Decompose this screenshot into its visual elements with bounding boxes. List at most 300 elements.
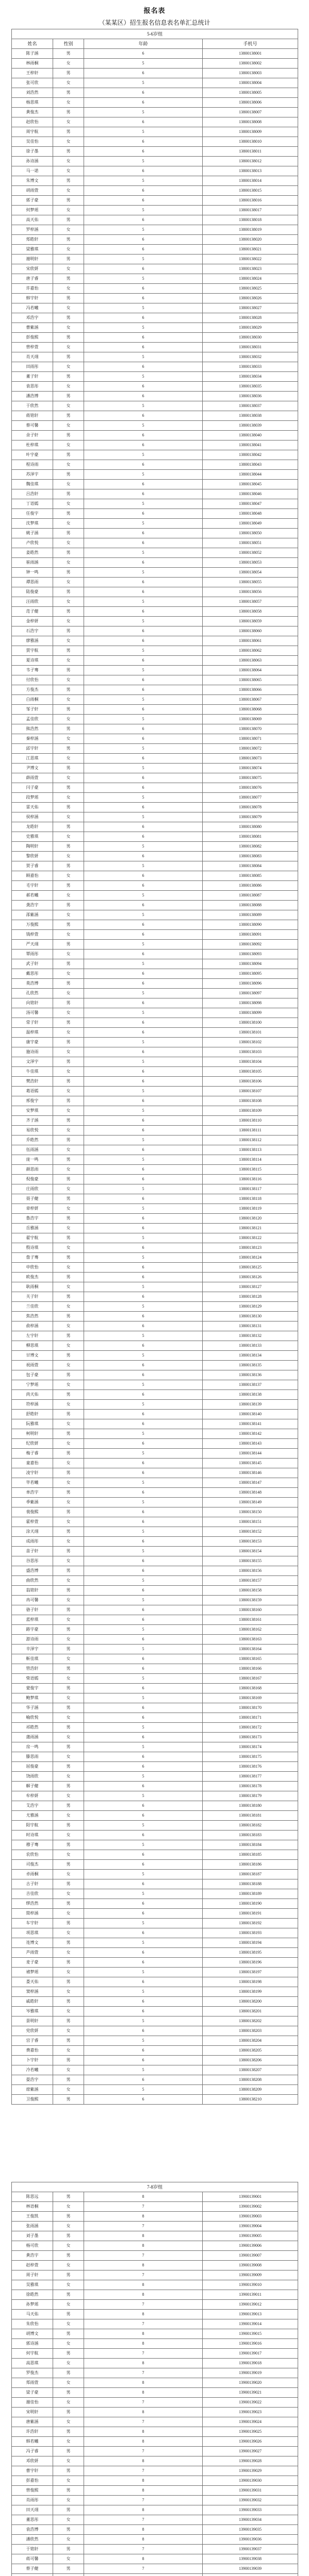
cell-gender: 男 (53, 88, 84, 98)
cell-gender: 女 (53, 1674, 84, 1684)
table-row (12, 998, 298, 1008)
cell-name: 申欣怡 (12, 1263, 53, 1273)
cell-gender: 男 (53, 1899, 84, 1909)
cell-age: 6 (84, 1850, 203, 1860)
cell-age: 5 (84, 1136, 203, 1145)
cell-age: 6 (84, 460, 203, 470)
table-row (12, 2026, 298, 2036)
cell-age: 6 (84, 773, 203, 783)
cell-age: 6 (84, 636, 203, 646)
cell-age: 6 (84, 1811, 203, 1821)
cell-gender: 女 (53, 1165, 84, 1175)
cell-gender: 女 (53, 382, 84, 392)
table-row (12, 1772, 298, 1782)
cell-phone: 13800138109 (203, 1106, 298, 1116)
table-row (12, 2016, 298, 2026)
table-row (12, 2222, 298, 2231)
cell-phone: 13800138078 (203, 803, 298, 812)
cell-age: 5 (84, 1987, 203, 1997)
cell-phone: 13800138150 (203, 1507, 298, 1517)
table-row (12, 235, 298, 245)
cell-name: 谷思彤 (12, 1556, 53, 1566)
cell-name: 朱欣怡 (12, 2319, 53, 2329)
cell-phone: 13800138209 (203, 2085, 298, 2095)
table-row (12, 1507, 298, 1517)
cell-gender: 女 (53, 1321, 84, 1331)
cell-phone: 13900139004 (203, 2222, 298, 2231)
cell-phone: 13800138200 (203, 1997, 298, 2007)
cell-age: 5 (84, 1870, 203, 1879)
cell-name: 白雨桐 (12, 695, 53, 705)
cell-name: 廖雅涵 (12, 636, 53, 646)
table-row (12, 891, 298, 901)
cell-name: 郝若曦 (12, 891, 53, 901)
cell-phone: 13900139039 (203, 2564, 298, 2574)
cell-gender: 男 (53, 1096, 84, 1106)
cell-age: 8 (84, 2359, 203, 2368)
table-row (12, 2486, 298, 2496)
cell-gender: 男 (53, 1253, 84, 1263)
cell-gender: 女 (53, 695, 84, 705)
table-row (12, 1028, 298, 1038)
cell-age: 5 (84, 59, 203, 69)
table-row (12, 108, 298, 117)
cell-name: 唐紫涵 (12, 2417, 53, 2427)
cell-name: 肖天翊 (12, 352, 53, 362)
cell-age: 6 (84, 920, 203, 930)
cell-phone: 13800138065 (203, 675, 298, 685)
table-row (12, 1664, 298, 1674)
cell-phone: 13900139015 (203, 2329, 298, 2339)
cell-phone: 13900139017 (203, 2349, 298, 2359)
cell-gender: 男 (53, 1860, 84, 1870)
cell-name: 胡雨萱 (12, 186, 53, 196)
cell-phone: 13800138207 (203, 2065, 298, 2075)
cell-gender: 女 (53, 1811, 84, 1821)
cell-name: 祁皓然 (12, 1723, 53, 1733)
cell-gender: 男 (53, 1273, 84, 1282)
cell-age: 5 (84, 401, 203, 411)
cell-phone: 13800138042 (203, 450, 298, 460)
cell-age: 5 (84, 519, 203, 529)
cell-phone: 13900139028 (203, 2456, 298, 2466)
cell-age: 8 (84, 2388, 203, 2398)
table-row (12, 352, 298, 362)
cell-gender: 女 (53, 1361, 84, 1370)
cell-gender: 男 (53, 803, 84, 812)
table-row (12, 215, 298, 225)
cell-gender: 女 (53, 1106, 84, 1116)
cell-phone: 13800138083 (203, 852, 298, 861)
cell-phone: 13800138120 (203, 1214, 298, 1224)
table-row (12, 724, 298, 734)
cell-age: 5 (84, 1821, 203, 1831)
cell-name: 程诗雨 (12, 460, 53, 470)
cell-phone: 13800138097 (203, 989, 298, 998)
table-row (12, 1204, 298, 1214)
cell-name: 毕若曦 (12, 1478, 53, 1488)
table-row (12, 1126, 298, 1136)
table-row (12, 1184, 298, 1194)
cell-phone: 13800138116 (203, 1175, 298, 1184)
table-row (12, 1831, 298, 1840)
cell-gender: 男 (53, 1566, 84, 1576)
cell-phone: 13800138166 (203, 1664, 298, 1674)
cell-age: 6 (84, 1654, 203, 1664)
cell-age: 5 (84, 940, 203, 950)
cell-age: 5 (84, 1742, 203, 1752)
cell-gender: 男 (53, 1410, 84, 1419)
cell-age: 6 (84, 1899, 203, 1909)
cell-gender: 女 (53, 950, 84, 959)
cell-phone: 13800138105 (203, 1067, 298, 1077)
cell-phone: 13800138003 (203, 69, 298, 78)
table-row (12, 705, 298, 715)
cell-gender: 女 (53, 989, 84, 998)
cell-phone: 13800138138 (203, 1390, 298, 1400)
table-row (12, 1116, 298, 1126)
table-row (12, 2574, 298, 2576)
cell-name: 汤可馨 (12, 1008, 53, 1018)
cell-age: 7 (84, 2251, 203, 2261)
cell-name: 梅子睿 (12, 1449, 53, 1459)
cell-age (84, 2574, 203, 2576)
cell-age: 5 (84, 568, 203, 578)
cell-gender: 女 (53, 206, 84, 215)
table-row (12, 783, 298, 793)
cell-age: 6 (84, 1214, 203, 1224)
cell-phone: 13900139036 (203, 2535, 298, 2545)
table-row (12, 49, 298, 59)
table-row (12, 2241, 298, 2251)
cell-name: 范子健 (12, 607, 53, 617)
table-row (12, 1693, 298, 1703)
cell-gender: 男 (53, 215, 84, 225)
cell-name: 叶宇豪 (12, 450, 53, 460)
cell-gender: 男 (53, 2329, 84, 2339)
table-row (12, 2261, 298, 2270)
table-row (12, 1214, 298, 1224)
cell-name: 董子轩 (12, 372, 53, 382)
cell-phone: 13800138023 (203, 264, 298, 274)
cell-name: 解子健 (12, 1782, 53, 1791)
cell-gender: 女 (53, 1556, 84, 1566)
cell-phone: 13800138079 (203, 812, 298, 822)
cell-age: 6 (84, 1909, 203, 1919)
cell-gender: 男 (53, 2016, 84, 2026)
cell-gender: 男 (53, 352, 84, 362)
cell-age: 6 (84, 343, 203, 352)
cell-age: 5 (84, 1919, 203, 1928)
cell-name: 连博文 (12, 1938, 53, 1948)
cell-gender: 男 (53, 1840, 84, 1850)
cell-phone: 13800138140 (203, 1410, 298, 1419)
cell-gender: 男 (53, 646, 84, 656)
cell-name: 单浩宇 (12, 1488, 53, 1498)
cell-name: 岳雅涵 (12, 1224, 53, 1233)
cell-phone: 13800138195 (203, 1948, 298, 1958)
cell-name: 宫子睿 (12, 2036, 53, 2046)
cell-age: 6 (84, 1419, 203, 1429)
cell-name: 梁雅琪 (12, 245, 53, 255)
cell-name: 卜宇轩 (12, 2056, 53, 2065)
cell-age: 8 (84, 2554, 203, 2564)
cell-gender: 女 (53, 1087, 84, 1096)
cell-name: 钟一鸣 (12, 568, 53, 578)
table-row (12, 1351, 298, 1361)
cell-phone: 13800138059 (203, 617, 298, 626)
cell-phone: 13800138084 (203, 861, 298, 871)
cell-phone: 13800138149 (203, 1498, 298, 1507)
cell-age: 6 (84, 1175, 203, 1184)
table-row (12, 1165, 298, 1175)
cell-gender: 男 (53, 1723, 84, 1733)
table-row (12, 1321, 298, 1331)
cell-gender: 女 (53, 558, 84, 568)
cell-age: 6 (84, 969, 203, 979)
cell-name: 袁浩博 (12, 2525, 53, 2535)
cell-gender: 女 (53, 1909, 84, 1919)
cell-age: 8 (84, 2212, 203, 2222)
cell-gender: 男 (53, 1018, 84, 1028)
table-row (12, 1087, 298, 1096)
cell-name: 缪浩然 (12, 1899, 53, 1909)
table-row (12, 822, 298, 832)
cell-age: 5 (84, 1233, 203, 1243)
cell-phone: 13800138174 (203, 1742, 298, 1752)
cell-phone: 13800138191 (203, 1909, 298, 1919)
cell-gender: 男 (53, 1977, 84, 1987)
table-row (12, 1145, 298, 1155)
cell-age: 6 (84, 675, 203, 685)
table-row (12, 871, 298, 881)
cell-gender: 男 (53, 1194, 84, 1204)
table-row (12, 1096, 298, 1106)
cell-name: 涂天翊 (12, 1527, 53, 1537)
cell-phone: 13800138110 (203, 1116, 298, 1126)
cell-gender: 男 (53, 1919, 84, 1928)
cell-age: 5 (84, 127, 203, 137)
table-row (12, 920, 298, 930)
cell-name: 俞梓涵 (12, 1321, 53, 1331)
table-row (12, 1478, 298, 1488)
cell-gender: 女 (53, 1439, 84, 1449)
cell-name: 文泽宇 (12, 1057, 53, 1067)
cell-gender: 男 (53, 979, 84, 989)
cell-name: 冷若曦 (12, 2065, 53, 2075)
cell-age: 6 (84, 294, 203, 303)
cell-phone: 13800138048 (203, 509, 298, 519)
cell-gender: 男 (53, 548, 84, 558)
cell-phone: 13800138074 (203, 764, 298, 773)
cell-age: 5 (84, 764, 203, 773)
table-row (12, 166, 298, 176)
table-row (12, 127, 298, 137)
cell-gender: 女 (53, 1478, 84, 1488)
cell-gender: 男 (53, 1703, 84, 1713)
cell-name: 司俊杰 (12, 1860, 53, 1870)
cell-age: 5 (84, 1498, 203, 1507)
cell-age: 5 (84, 372, 203, 382)
cell-gender: 男 (53, 2505, 84, 2515)
cell-age: 6 (84, 333, 203, 343)
cell-phone: 13900139023 (203, 2408, 298, 2417)
table-row (12, 617, 298, 626)
cell-phone: 13800138081 (203, 832, 298, 842)
cell-age: 6 (84, 392, 203, 401)
cell-gender: 男 (53, 294, 84, 303)
cell-gender: 女 (53, 1145, 84, 1155)
cell-phone: 13900139012 (203, 2300, 298, 2310)
cell-phone: 13800138164 (203, 1645, 298, 1654)
cell-name: 乔皓然 (12, 1136, 53, 1145)
cell-name: 章梓妍 (12, 1204, 53, 1214)
table-row (12, 1498, 298, 1507)
cell-gender: 女 (53, 1517, 84, 1527)
cell-gender: 男 (53, 2212, 84, 2222)
cell-age: 5 (84, 1106, 203, 1116)
cell-phone: 13800138199 (203, 1987, 298, 1997)
cell-gender: 女 (53, 1302, 84, 1312)
cell-phone: 13800138171 (203, 1713, 298, 1723)
cell-phone: 13800138112 (203, 1136, 298, 1145)
cell-gender: 女 (53, 2085, 84, 2095)
cell-gender: 男 (53, 431, 84, 440)
cell-gender: 男 (53, 147, 84, 157)
cell-phone: 13800138049 (203, 519, 298, 529)
cell-gender: 男 (53, 2486, 84, 2496)
cell-name: 靳佳琪 (12, 1654, 53, 1664)
cell-name: 夏诗琪 (12, 656, 53, 666)
cell-age: 6 (84, 734, 203, 744)
cell-gender: 女 (53, 480, 84, 489)
cell-age: 5 (84, 891, 203, 901)
table-row (12, 1938, 298, 1948)
cell-age: 6 (84, 1077, 203, 1087)
cell-gender: 男 (53, 108, 84, 117)
cell-gender: 女 (53, 157, 84, 166)
cell-age: 6 (84, 147, 203, 157)
table-row (12, 2251, 298, 2261)
cell-phone: 13800138104 (203, 1057, 298, 1067)
cell-gender: 女 (53, 2535, 84, 2545)
table-row (12, 2280, 298, 2290)
table-row (12, 578, 298, 587)
cell-gender: 男 (53, 1762, 84, 1772)
cell-name: 龚浩宇 (12, 901, 53, 910)
cell-name: 阮雅琪 (12, 1419, 53, 1429)
cell-phone: 13800138151 (203, 1517, 298, 1527)
table-row (12, 1488, 298, 1498)
cell-gender: 女 (53, 1870, 84, 1879)
table-row (12, 1067, 298, 1077)
cell-gender: 男 (53, 1312, 84, 1321)
cell-age: 5 (84, 2065, 203, 2075)
cell-gender: 女 (53, 1987, 84, 1997)
cell-name: 袁思彤 (12, 382, 53, 392)
cell-name: 蔡可馨 (12, 421, 53, 431)
cell-gender: 男 (53, 2368, 84, 2378)
cell-age: 6 (84, 852, 203, 861)
cell-name: 韦子骞 (12, 666, 53, 675)
cell-age: 8 (84, 2329, 203, 2339)
cell-age: 7 (84, 2202, 203, 2212)
cell-gender: 女 (53, 832, 84, 842)
cell-name: 郑皓轩 (12, 235, 53, 245)
table-row (12, 2447, 298, 2456)
cell-gender: 女 (53, 2065, 84, 2075)
cell-phone: 13800138154 (203, 1547, 298, 1556)
table-row (12, 294, 298, 303)
cell-phone: 13800138179 (203, 1791, 298, 1801)
cell-name: 于欣然 (12, 401, 53, 411)
cell-age: 5 (84, 1253, 203, 1263)
cell-name: 兰佳欣 (12, 1302, 53, 1312)
cell-name: 农欣怡 (12, 1850, 53, 1860)
cell-phone: 13800138009 (203, 127, 298, 137)
table-row (12, 1537, 298, 1547)
table-row (12, 2427, 298, 2437)
cell-name: 曾俊熙 (12, 2486, 53, 2496)
cell-name: 伍雨涵 (12, 1145, 53, 1155)
cell-gender: 女 (53, 1459, 84, 1468)
cell-name: 杨思琪 (12, 98, 53, 108)
cell-gender: 男 (53, 822, 84, 832)
cell-age: 5 (84, 1840, 203, 1850)
cell-phone: 13800138159 (203, 1596, 298, 1605)
cell-age: 5 (84, 1282, 203, 1292)
cell-name: 凌宇轩 (12, 1468, 53, 1478)
cell-phone: 13800138165 (203, 1654, 298, 1664)
cell-gender: 男 (53, 2251, 84, 2261)
table-row (12, 2476, 298, 2486)
cell-phone: 13800138002 (203, 59, 298, 69)
cell-phone: 13800138080 (203, 822, 298, 832)
cell-phone: 13800138122 (203, 1233, 298, 1243)
cell-phone: 13900139029 (203, 2466, 298, 2476)
cell-age: 5 (84, 842, 203, 852)
cell-phone: 13900139035 (203, 2525, 298, 2535)
cell-name: 樊浩轩 (12, 1077, 53, 1087)
cell-age: 5 (84, 1645, 203, 1654)
cell-phone: 13800138201 (203, 2007, 298, 2016)
table-row (12, 959, 298, 969)
cell-age: 6 (84, 607, 203, 617)
table-row (12, 117, 298, 127)
cell-phone: 13800138086 (203, 881, 298, 891)
cell-age: 7 (84, 2417, 203, 2427)
cell-gender: 女 (53, 930, 84, 940)
cell-phone: 13800138076 (203, 783, 298, 793)
cell-name: 郭诗涵 (12, 2339, 53, 2349)
cell-age: 6 (84, 264, 203, 274)
table-row (12, 715, 298, 724)
cell-age: 8 (84, 2261, 203, 2270)
cell-phone: 13800138001 (203, 49, 298, 59)
cell-age: 6 (84, 1410, 203, 1419)
cell-name: 詹子骞 (12, 1253, 53, 1263)
cell-phone: 13800138098 (203, 998, 298, 1008)
cell-gender: 女 (53, 656, 84, 666)
cell-age: 6 (84, 881, 203, 891)
cell-name: 田天翊 (12, 2505, 53, 2515)
cell-phone: 13800138136 (203, 1370, 298, 1380)
cell-gender: 女 (53, 2437, 84, 2447)
cell-age: 8 (84, 2290, 203, 2300)
header-name: 姓名 (12, 39, 53, 49)
cell-name: 朱博文 (12, 176, 53, 186)
cell-name: 施诗雨 (12, 1047, 53, 1057)
